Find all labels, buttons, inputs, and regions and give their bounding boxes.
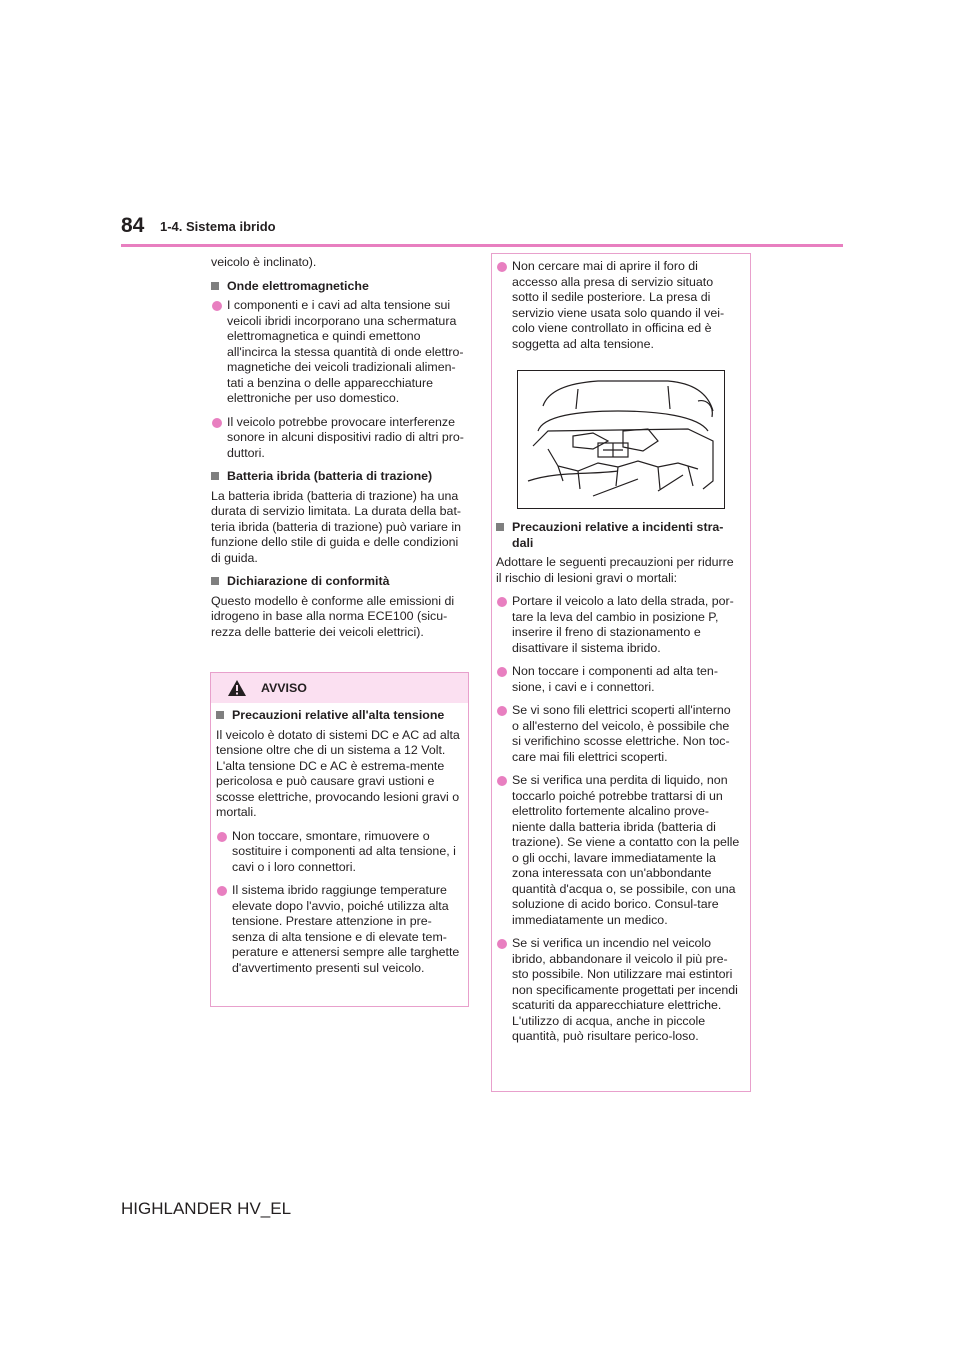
section-heading: Dichiarazione di conformità xyxy=(211,574,466,590)
square-bullet-icon xyxy=(496,523,504,531)
list-item: I componenti e i cavi ad alta tensione sui veicoli ibridi incorporano una schermatura elettromagnetica e quindi emettono all'incirca la stessa quantità di onde elettro-magnetiche dei veicoli tradizionali alimen-tati a benzina o delle apparecchiature elettroniche per uso domestico. xyxy=(211,298,466,407)
section-heading: Onde elettromagnetiche xyxy=(211,279,466,295)
square-bullet-icon xyxy=(211,577,219,585)
intro-text: veicolo è inclinato). xyxy=(211,255,317,269)
circle-bullet-icon xyxy=(497,706,507,716)
section-heading: Precauzioni relative a incidenti stra-dali xyxy=(496,520,740,551)
rear-seat-illustration xyxy=(518,371,724,508)
section-title: 1-4. Sistema ibrido xyxy=(160,219,276,234)
paragraph: Il veicolo è dotato di sistemi DC e AC ad alta tensione oltre che di un sistema a 12 Volt. L'alta tensione DC e AC è estrema-mente pericolosa e può causare gravi ustioni e scosse elettriche, provocando lesioni gravi o mortali. xyxy=(216,727,460,819)
page-number: 84 xyxy=(121,214,145,237)
circle-bullet-icon xyxy=(217,886,227,896)
list-item: Non cercare mai di aprire il foro di accesso alla presa di servizio situato sotto il sedile posteriore. La presa di servizio viene usata solo quando il vei-colo viene controllato in officina ed è soggetta ad alta tensione. xyxy=(496,259,740,352)
warning-triangle-icon xyxy=(227,679,247,697)
circle-bullet-icon xyxy=(497,262,507,272)
paragraph: Questo modello è conforme alle emissioni di idrogeno in base alla norma ECE100 (sicu-rezza delle batterie dei veicoli elettrici). xyxy=(211,593,455,639)
right-column-top xyxy=(496,259,740,360)
circle-bullet-icon xyxy=(212,418,222,428)
section-heading: Precauzioni relative all'alta tensione xyxy=(216,708,462,724)
list-item: Se si verifica un incendio nel veicolo ibrido, abbandonare il veicolo il più pre-sto possibile. Non utilizzare mai estintori non specificamente progettati per incendi scaturiti da apparecchiature elettriche. L'utilizzo di acqua, anche in piccole quantità, può risultare perico-loso. xyxy=(496,936,740,1045)
header-rule xyxy=(121,244,843,247)
footer-model: HIGHLANDER HV_EL xyxy=(121,1199,292,1218)
circle-bullet-icon xyxy=(212,301,222,311)
list-item: Non toccare, smontare, rimuovere o sostituire i componenti ad alta tensione, i cavi o i loro connettori. xyxy=(216,829,462,876)
circle-bullet-icon xyxy=(497,597,507,607)
circle-bullet-icon xyxy=(217,832,227,842)
warning-header xyxy=(211,673,468,703)
paragraph: La batteria ibrida (batteria di trazione) ha una durata di servizio limitata. La durata della bat-teria ibrida (batteria di trazione) può variare in funzione dello stile di guida e delle condizioni di guida. xyxy=(211,488,462,565)
warning-title: AVVISO xyxy=(261,681,307,695)
warning-box xyxy=(210,672,469,1007)
paragraph: Adottare le seguenti precauzioni per ridurre il rischio di lesioni gravi o mortali: xyxy=(496,555,734,585)
list-item: Il veicolo potrebbe provocare interferenze sonore in alcuni dispositivi radio di altri pro-duttori. xyxy=(211,415,466,462)
circle-bullet-icon xyxy=(497,776,507,786)
warning-body xyxy=(216,708,462,984)
list-item: Non toccare i componenti ad alta ten-sione, i cavi e i connettori. xyxy=(496,664,740,695)
left-column xyxy=(211,255,466,648)
section-heading: Batteria ibrida (batteria di trazione) xyxy=(211,469,466,485)
list-item: Se si verifica una perdita di liquido, non toccarlo poiché potrebbe trattarsi di un elettrolito fortemente alcalino prove-niente dalla batteria ibrida (batteria di trazione). Se viene a contatto con la pelle o gli occhi, lavare immediatamente la zona interessata con un'abbondante quantità d'acqua o, se possibile, con una soluzione di acido borico. Consul-tare immediatamente un medico. xyxy=(496,773,740,928)
circle-bullet-icon xyxy=(497,939,507,949)
circle-bullet-icon xyxy=(497,667,507,677)
service-plug-illustration xyxy=(517,370,725,509)
list-item: Portare il veicolo a lato della strada, por-tare la leva del cambio in posizione P, inserire il freno di stazionamento e disattivare il sistema ibrido. xyxy=(496,594,740,656)
list-item: Il sistema ibrido raggiunge temperature elevate dopo l'avvio, poiché utilizza alta tensione. Prestare attenzione in pre-senza di alta tensione e di elevate tem-perature e attenersi sempre alle targhette d'avvertimento presenti sul veicolo. xyxy=(216,883,462,976)
square-bullet-icon xyxy=(211,282,219,290)
square-bullet-icon xyxy=(211,472,219,480)
list-item: Se vi sono fili elettrici scoperti all'interno o all'esterno del veicolo, è possibile che si verifichino scosse elettriche. Non toc-care mai fili elettrici scoperti. xyxy=(496,703,740,765)
square-bullet-icon xyxy=(216,711,224,719)
right-column-bottom xyxy=(496,520,740,1053)
